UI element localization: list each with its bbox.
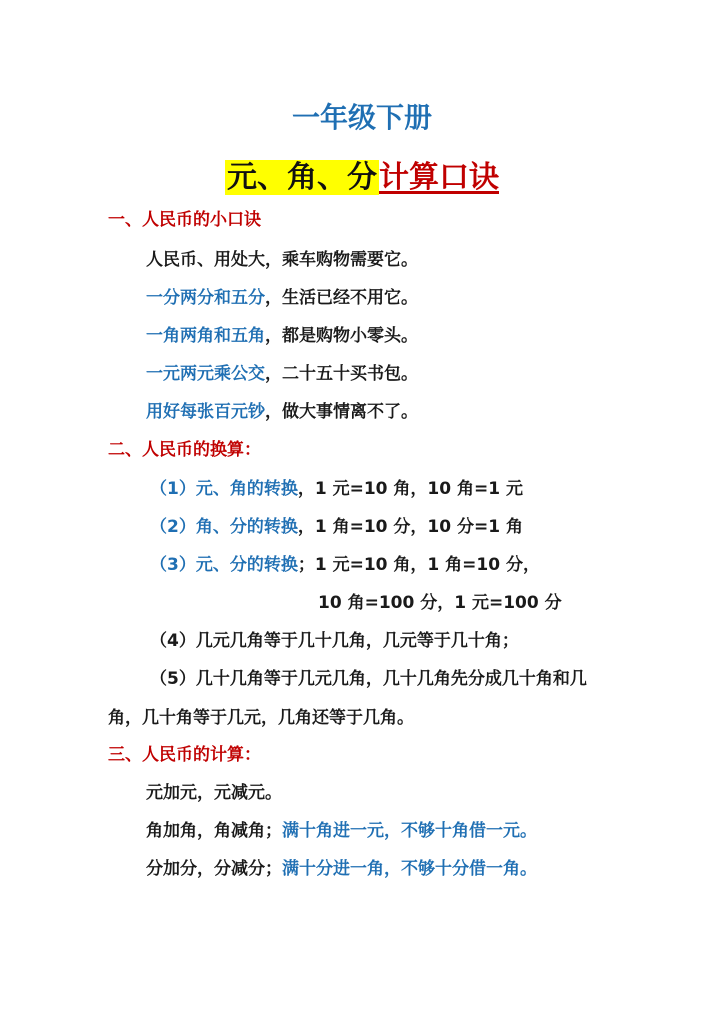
line-blue-part: 一元两元乘公交 [146,364,265,384]
line-dark-part: 分加分，分减分； [146,859,282,879]
section3-line-2 [146,819,537,843]
section1-heading: 一、人民币的小口诀 [108,210,261,230]
section2-item-3 [150,553,540,577]
line-dark-part: 人民币、用处大，乘车购物需要它。 [146,250,418,270]
page-title: 一年级下册 [291,101,432,134]
section3-line-1 [146,781,282,805]
section1-line-2 [146,286,418,310]
section2-item-4: （4）几元几角等于几十几角，几元等于几十角； [150,631,519,651]
section2-item-1 [150,477,523,501]
section2-item-5-line-1: （5）几十几角等于几元几角，几十几角先分成几十角和几 [150,669,587,689]
line-blue-part: 满十角进一元，不够十角借一元。 [282,821,537,841]
line-dark-part: ，生活已经不用它。 [265,288,418,308]
line-blue-part: 用好每张百元钞 [146,402,265,422]
section1-line-4 [146,362,418,386]
section2-item-3-continued: 10 角=100 分，1 元=100 分 [318,593,562,613]
line-dark-part: ，都是购物小零头。 [265,326,418,346]
section1-line-3 [146,324,418,348]
section1-line-5 [146,400,418,424]
line-blue-part: 满十分进一角，不够十分借一角。 [282,859,537,879]
item-blue-part: （2）角、分的转换 [150,517,298,537]
section3-heading: 三、人民币的计算： [108,745,261,765]
line-dark-part: 元加元，元减元。 [146,783,282,803]
item-blue-part: （1）元、角的转换 [150,479,298,499]
line-blue-part: 一角两角和五角 [146,326,265,346]
subtitle-highlight: 元、角、分 [227,160,377,195]
line-dark-part: ，二十五十买书包。 [265,364,418,384]
item-dark-part: ，1 元=10 角，10 角=1 元 [297,479,523,499]
section2-item-5-line-2: 角，几十角等于几元，几角还等于几角。 [108,708,414,728]
section3-line-3 [146,857,537,881]
line-dark-part: ，做大事情离不了。 [265,402,418,422]
section2-item-2 [150,515,523,539]
item-dark-part: ；1 元=10 角，1 角=10 分， [297,555,540,575]
line-dark-part: 角加角，角减角； [146,821,282,841]
item-dark-part: ，1 角=10 分，10 分=1 角 [297,517,523,537]
section1-line-1 [146,248,418,272]
line-blue-part: 一分两分和五分 [146,288,265,308]
item-blue-part: （3）元、分的转换 [150,555,298,575]
section2-heading: 二、人民币的换算： [108,440,261,460]
page-subtitle [0,158,724,198]
subtitle-rest: 计算口诀 [379,160,499,195]
